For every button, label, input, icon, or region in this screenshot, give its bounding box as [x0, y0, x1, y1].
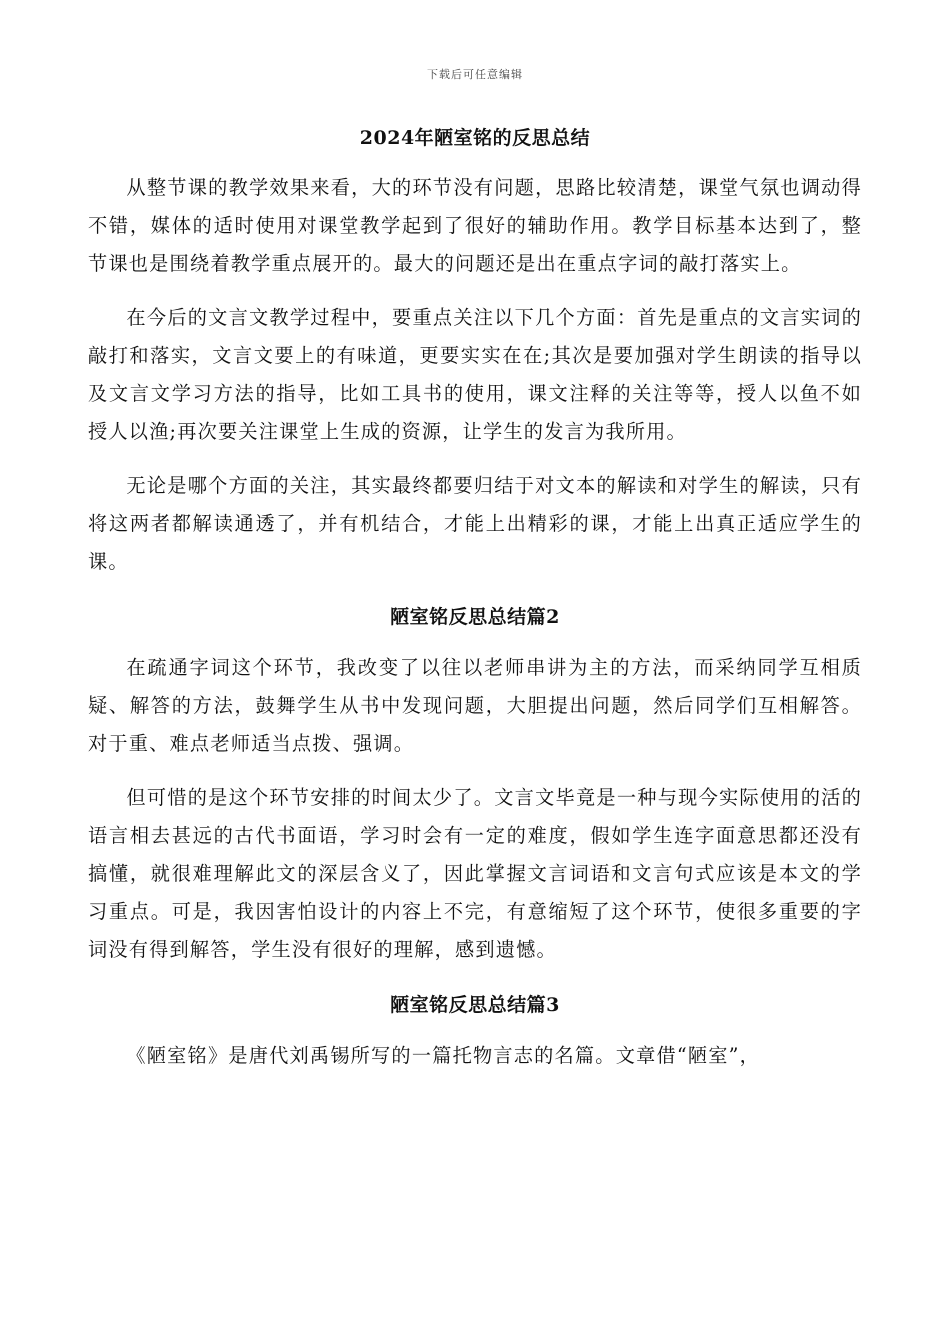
paragraph: 在今后的文言文教学过程中，要重点关注以下几个方面：首先是重点的文言实词的敲打和落实，文言文要上的有味道，更要实实在在;其次是要加强对学生朗读的指导以及文言文学习方法的指导，比如工具书的使用，课文注释的关注等等，授人以鱼不如授人以渔;再次要关注课堂上生成的资源，让学生的发言为我所用。 [88, 306, 862, 443]
paragraph: 从整节课的教学效果来看，大的环节没有问题，思路比较清楚，课堂气氛也调动得不错，媒体的适时使用对课堂教学起到了很好的辅助作用。教学目标基本达到了，整节课也是围绕着教学重点展开的。最大的问题还是出在重点字词的敲打落实上。 [88, 176, 862, 275]
paragraph: 无论是哪个方面的关注，其实最终都要归结于对文本的解读和对学生的解读，只有将这两者都解读通透了，并有机结合，才能上出精彩的课，才能上出真正适应学生的课。 [88, 474, 862, 573]
paragraph: 《陋室铭》是唐代刘禹锡所写的一篇托物言志的名篇。文章借“陋室”， [126, 1044, 761, 1067]
document-body [88, 118, 862, 1091]
page-header: 下载后可任意编辑 [427, 68, 523, 81]
section-heading: 陋室铭反思总结篇2 [390, 606, 560, 628]
section-heading: 陋室铭反思总结篇3 [390, 994, 560, 1016]
paragraph: 但可惜的是这个环节安排的时间太少了。文言文毕竟是一种与现今实际使用的活的语言相去甚远的古代书面语，学习时会有一定的难度，假如学生连字面意思都还没有搞懂，就很难理解此文的深层含义了，因此掌握文言词语和文言句式应该是本文的学习重点。可是，我因害怕设计的内容上不完，有意缩短了这个环节，使很多重要的字词没有得到解答，学生没有很好的理解，感到遗憾。 [88, 786, 862, 961]
paragraph: 在疏通字词这个环节，我改变了以往以老师串讲为主的方法，而采纳同学互相质疑、解答的方法，鼓舞学生从书中发现问题，大胆提出问题，然后同学们互相解答。对于重、难点老师适当点拨、强调。 [88, 656, 862, 755]
document-title: 2024年陋室铭的反思总结 [359, 127, 591, 149]
